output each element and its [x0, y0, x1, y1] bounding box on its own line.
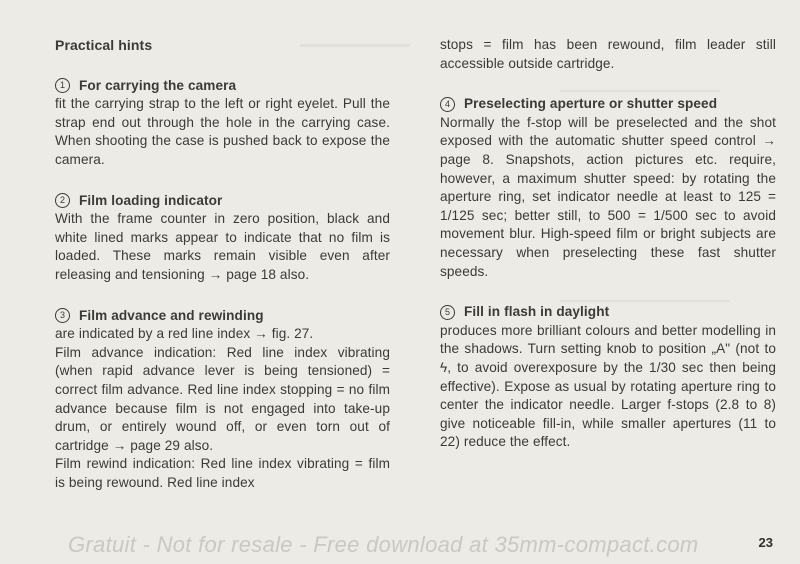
section-body: fit the carrying strap to the left or right eyelet. Pull the strap end out through the hole in the carrying case. When shooting the case is pushed back to expose the camera. — [55, 96, 390, 167]
section-body: With the frame counter in zero position, black and white lined marks appear to indicate that no film is loaded. These marks remain visible even after releasing and tensioning → page 18 also. — [55, 211, 390, 282]
heading-text: Fill in flash in daylight — [464, 304, 610, 320]
circled-number: 3 — [55, 308, 70, 323]
left-column — [55, 36, 390, 514]
section-heading — [55, 192, 390, 211]
section-heading — [55, 77, 390, 96]
page-title: Practical hints — [55, 37, 153, 53]
circled-number: 5 — [440, 305, 455, 320]
heading-text: Film advance and rewinding — [79, 307, 264, 323]
continued-text: stops = film has been rewound, film leader still accessible outside cartridge. — [440, 37, 776, 71]
section-heading — [55, 307, 390, 326]
section-heading — [440, 303, 776, 322]
section-film-advance-rewinding — [55, 307, 390, 493]
section-paragraph: are indicated by a red line index → fig. 27. — [55, 326, 314, 342]
heading-text: For carrying the camera — [79, 77, 237, 93]
circled-number: 1 — [55, 78, 70, 93]
page-number: 23 — [758, 535, 773, 550]
section-paragraph: Film rewind indication: Red line index vibrating = film is being rewound. Red line index — [55, 456, 390, 490]
section-body: Normally the f-stop will be preselected and the shot exposed with the automatic shutter speed control → page 8. Snapshots, action pictures etc. require, however, a maximum shutter speed: by rotating the aperture ring, set indicator needle at least to 125 = 1/125 sec; better still, to 500 = 1/500 sec to avoid movement blur. High-speed film or bright subjects are necessary when preselecting these fast shutter speeds. — [440, 114, 776, 279]
section-preselecting-aperture — [440, 95, 776, 281]
section-paragraph: Film advance indication: Red line index vibrating (when rapid advance lever is being tensioned) = correct film advance. Red line index stopping = no film advance because film is not engaged into take-up drum, or entirely wound off, or even torn out of cartridge → page 29 also. — [55, 344, 390, 453]
right-column — [440, 36, 776, 474]
circled-number: 2 — [55, 193, 70, 208]
section-fill-in-flash — [440, 303, 776, 452]
circled-number: 4 — [440, 97, 455, 112]
section-carrying-camera — [55, 77, 390, 170]
section-heading — [440, 95, 776, 114]
watermark: Gratuit - Not for resale - Free download at 35mm-compact.com — [68, 532, 699, 557]
heading-text: Preselecting aperture or shutter speed — [464, 96, 718, 112]
section-body: produces more brilliant colours and better modelling in the shadows. Turn setting knob to position „A" (not to ϟ, to avoid overexposure by the 1/30 sec then being effective). Expose as usual by rotating aperture ring to center the indicator needle. Larger f-stops (2.8 to 8) give noticeable fill-in, while smaller apertures (11 to 22) reduce the effect. — [440, 322, 776, 450]
heading-text: Film loading indicator — [79, 192, 223, 208]
section-film-loading-indicator — [55, 192, 390, 285]
